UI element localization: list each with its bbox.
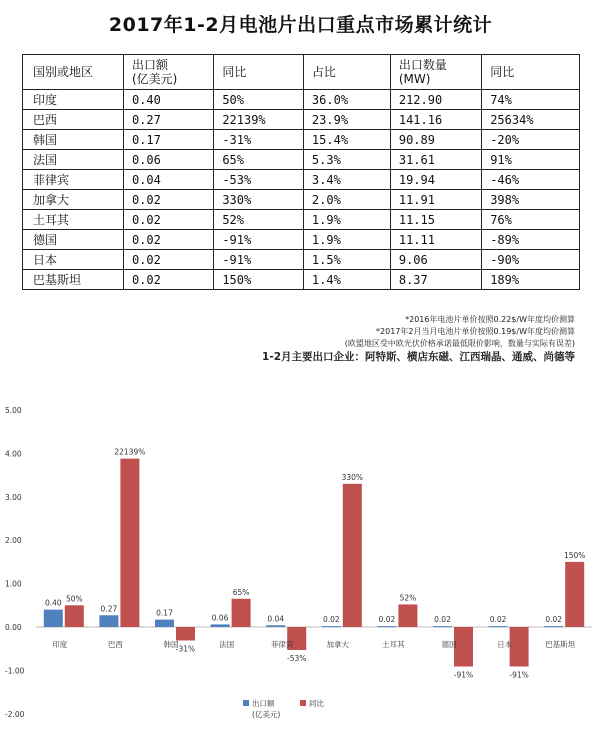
table-cell: 加拿大	[23, 190, 124, 210]
table-cell: 189%	[482, 270, 580, 290]
data-label-yoy: 50%	[65, 594, 83, 604]
table-cell: 5.3%	[303, 150, 390, 170]
x-tick-label: 土耳其	[382, 640, 405, 649]
table-header-cell: 出口数量 (MW)	[390, 55, 481, 90]
table-cell: 11.91	[390, 190, 481, 210]
y-tick-label: 1.00	[5, 579, 22, 589]
bar-yoy-change	[232, 599, 251, 627]
data-label-export: 0.04	[267, 614, 285, 624]
y-tick-label: 2.00	[5, 536, 22, 546]
data-label-yoy: 330%	[341, 472, 364, 482]
legend-swatch-yoy	[300, 700, 306, 706]
bar-export-value	[433, 626, 452, 627]
table-cell: 330%	[214, 190, 304, 210]
bar-export-value	[44, 610, 63, 627]
table-cell: 31.61	[390, 150, 481, 170]
table-cell: 菲律宾	[23, 170, 124, 190]
bar-export-value	[489, 626, 508, 627]
table-cell: 0.27	[123, 110, 213, 130]
bar-export-value	[266, 625, 285, 627]
page-title: 2017年1-2月电池片出口重点市场累计统计	[108, 14, 493, 36]
bar-export-value	[322, 626, 341, 627]
table-header-cell: 同比	[482, 55, 580, 90]
bar-yoy-change	[176, 627, 195, 640]
data-label-export: 0.02	[378, 615, 396, 625]
table-header-cell: 出口额 (亿美元)	[123, 55, 213, 90]
data-label-export: 0.27	[100, 604, 118, 614]
table-cell: 0.02	[123, 270, 213, 290]
table-cell: -91%	[214, 230, 304, 250]
table-cell: -91%	[214, 250, 304, 270]
data-label-export: 0.02	[322, 615, 340, 625]
data-label-export: 0.17	[156, 608, 173, 618]
data-label-export: 0.06	[211, 613, 229, 623]
note-line-2: *2017年2月当月电池片单价按照0.19$/W年度均价测算	[376, 327, 575, 336]
x-tick-label: 印度	[52, 640, 68, 649]
table-cell: 52%	[214, 210, 304, 230]
table-cell: 0.04	[123, 170, 213, 190]
bar-export-value	[211, 624, 230, 627]
table-cell: 150%	[214, 270, 304, 290]
data-label-export: 0.40	[44, 598, 62, 608]
bar-yoy-change	[565, 562, 584, 627]
y-tick-label: 5.00	[5, 406, 22, 415]
table-cell: 3.4%	[303, 170, 390, 190]
legend-label-export-unit: (亿美元)	[252, 710, 281, 719]
table-cell: 398%	[482, 190, 580, 210]
bar-export-value	[99, 615, 118, 627]
table-header-cell: 国别或地区	[23, 55, 124, 90]
table-cell: 15.4%	[303, 130, 390, 150]
table-cell: 9.06	[390, 250, 481, 270]
table-cell: -89%	[482, 230, 580, 250]
table-cell: 0.02	[123, 190, 213, 210]
legend-label-yoy: 同比	[309, 699, 324, 708]
table-header-row	[23, 55, 580, 90]
x-tick-label: 日本	[497, 640, 513, 649]
data-label-export: 0.02	[434, 615, 451, 625]
table-cell: 0.02	[123, 250, 213, 270]
bar-yoy-change	[398, 604, 417, 627]
bar-yoy-change	[343, 484, 362, 627]
table-cell: 1.4%	[303, 270, 390, 290]
table-cell: 日本	[23, 250, 124, 270]
x-tick-label: 加拿大	[326, 640, 350, 649]
table-cell: 8.37	[390, 270, 481, 290]
table-cell: 141.16	[390, 110, 481, 130]
table-cell: -31%	[214, 130, 304, 150]
table-cell: -46%	[482, 170, 580, 190]
bar-yoy-change	[65, 605, 84, 627]
x-tick-label: 菲律宾	[270, 640, 294, 649]
table-cell: 巴西	[23, 110, 124, 130]
table-cell: -90%	[482, 250, 580, 270]
table-header-cell: 同比	[214, 55, 304, 90]
table-row	[23, 250, 580, 270]
table-cell: 法国	[23, 150, 124, 170]
y-tick-label: -2.00	[5, 709, 25, 719]
notes	[262, 314, 575, 365]
bar-export-value	[377, 626, 396, 627]
table-cell: 德国	[23, 230, 124, 250]
table-cell: 0.17	[123, 130, 213, 150]
table-row	[23, 110, 580, 130]
table-cell: -53%	[214, 170, 304, 190]
table-row	[23, 230, 580, 250]
table-body	[23, 90, 580, 290]
bar-yoy-change	[510, 627, 529, 666]
table-cell: 1.9%	[303, 210, 390, 230]
table-cell: 1.9%	[303, 230, 390, 250]
bar-yoy-change	[454, 627, 473, 666]
legend-swatch-export	[243, 700, 249, 706]
table-row	[23, 130, 580, 150]
table-cell: 韩国	[23, 130, 124, 150]
data-label-yoy: 65%	[232, 587, 250, 597]
table-cell: 23.9%	[303, 110, 390, 130]
bar-yoy-change	[120, 459, 139, 627]
table-cell: 25634%	[482, 110, 580, 130]
x-tick-label: 法国	[219, 640, 235, 649]
data-label-yoy: 22139%	[114, 447, 146, 457]
y-tick-label: 3.00	[5, 492, 22, 502]
x-tick-label: 德国	[441, 640, 457, 649]
table-cell: 65%	[214, 150, 304, 170]
data-label-yoy: -31%	[175, 644, 196, 654]
x-tick-label: 巴基斯坦	[545, 640, 576, 649]
data-label-yoy: -91%	[453, 670, 474, 680]
x-tick-label: 巴西	[107, 640, 123, 649]
data-label-export: 0.02	[545, 615, 563, 625]
table-cell: 76%	[482, 210, 580, 230]
data-label-yoy: 52%	[399, 593, 417, 603]
table-cell: 2.0%	[303, 190, 390, 210]
table-cell: 0.06	[123, 150, 213, 170]
table-cell: 19.94	[390, 170, 481, 190]
table-cell: 90.89	[390, 130, 481, 150]
table-cell: 91%	[482, 150, 580, 170]
table-cell: 11.15	[390, 210, 481, 230]
table-header-cell: 占比	[303, 55, 390, 90]
note-line-1: *2016年电池片单价按照0.22$/W年度均价测算	[405, 315, 575, 324]
table-row	[23, 170, 580, 190]
table-cell: 1.5%	[303, 250, 390, 270]
bar-export-value	[544, 626, 563, 627]
table-cell: 0.40	[123, 90, 213, 110]
table-cell: 11.11	[390, 230, 481, 250]
table-cell: 36.0%	[303, 90, 390, 110]
table-cell: 巴基斯坦	[23, 270, 124, 290]
export-chart	[0, 400, 601, 729]
table-cell: 0.02	[123, 210, 213, 230]
table-row	[23, 210, 580, 230]
table-row	[23, 150, 580, 170]
major-exporters: 1-2月主要出口企业：阿特斯、横店东磁、江西瑞晶、通威、尚德等	[262, 351, 575, 363]
table-row	[23, 90, 580, 110]
data-label-yoy: 150%	[563, 550, 586, 560]
y-tick-label: -1.00	[5, 666, 25, 676]
x-tick-label: 韩国	[163, 640, 179, 649]
export-table	[22, 54, 580, 290]
legend-label-export: 出口额	[252, 699, 275, 708]
data-label-yoy: -91%	[509, 670, 529, 680]
table-cell: 0.02	[123, 230, 213, 250]
data-label-export: 0.02	[489, 615, 507, 625]
bar-export-value	[155, 620, 174, 627]
table-cell: 212.90	[390, 90, 481, 110]
table-cell: 50%	[214, 90, 304, 110]
y-tick-label: 0.00	[5, 623, 22, 632]
table-row	[23, 190, 580, 210]
table-cell: 印度	[23, 90, 124, 110]
y-tick-label: 4.00	[5, 449, 22, 459]
table-cell: 土耳其	[23, 210, 124, 230]
table-cell: 22139%	[214, 110, 304, 130]
table-cell: -20%	[482, 130, 580, 150]
table-row	[23, 270, 580, 290]
table-cell: 74%	[482, 90, 580, 110]
data-label-yoy: -53%	[287, 654, 307, 664]
note-line-3: (欧盟地区受中欧光伏价格承诺最低限价影响，数量与实际有误差)	[344, 339, 575, 348]
